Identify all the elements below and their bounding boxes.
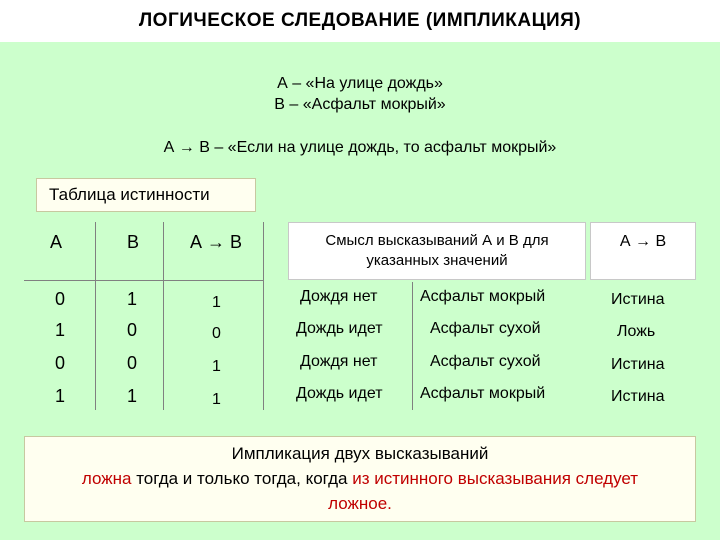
left-row4-b: 1 [127, 386, 138, 406]
right-row4-a: Дождь идет [296, 385, 383, 402]
right-row3-a: Дождя нет [300, 353, 378, 370]
left-header-b: В [127, 232, 140, 252]
right-row2-a: Дождь идет [296, 320, 383, 337]
conclusion-line1: Импликация двух высказываний [231, 444, 489, 463]
right-row2-b: Асфальт сухой [430, 320, 541, 337]
table-divider [412, 282, 413, 410]
right-row1-result: Истина [611, 291, 665, 308]
meaning-header-box [288, 222, 586, 280]
right-row2-result: Ложь [617, 323, 656, 340]
result-header-box [590, 222, 696, 280]
left-row2-ab: 0 [212, 325, 221, 342]
left-row3-ab: 1 [212, 358, 221, 375]
statement-a: А – «На улице дождь» [277, 75, 443, 92]
left-row1-b: 1 [127, 289, 138, 309]
left-row4-a: 1 [55, 386, 66, 406]
conclusion-false-end: ложное. [328, 494, 392, 513]
left-row3-b: 0 [127, 353, 138, 373]
statement-b: В – «Асфальт мокрый» [274, 96, 446, 113]
left-row4-ab: 1 [212, 391, 221, 408]
left-row1-a: 0 [55, 289, 66, 309]
right-row1-a: Дождя нет [300, 288, 378, 305]
table-divider [263, 222, 264, 410]
left-row3-a: 0 [55, 353, 66, 373]
conclusion-line2 [25, 466, 695, 491]
statement-implication: А → В – «Если на улице дождь, то асфальт мокрый» [163, 139, 557, 156]
right-row4-b: Асфальт мокрый [420, 385, 546, 402]
left-header-ab: А → В [190, 232, 243, 252]
left-header-a: А [50, 232, 63, 252]
left-row2-a: 1 [55, 320, 66, 340]
right-row3-result: Истина [611, 356, 665, 373]
left-row2-b: 0 [127, 320, 138, 340]
conclusion-condition: тогда и только тогда, когда [131, 469, 353, 488]
right-row3-b: Асфальт сухой [430, 353, 541, 370]
meaning-header: Смысл высказываний А и В для указанных значений [325, 232, 549, 269]
conclusion-box [24, 436, 696, 522]
truth-table-label: Таблица истинности [36, 178, 256, 212]
conclusion-false: ложна [81, 469, 132, 488]
left-row1-ab: 1 [212, 294, 221, 311]
page-title: ЛОГИЧЕСКОЕ СЛЕДОВАНИЕ (ИМПЛИКАЦИЯ) [138, 10, 582, 31]
table-divider [95, 222, 96, 410]
right-row4-result: Истина [611, 388, 665, 405]
table-divider [163, 222, 164, 410]
conclusion-from-true: из истинного высказывания следует [352, 469, 639, 488]
table-divider [24, 280, 264, 281]
result-header: А → В [619, 233, 667, 250]
right-row1-b: Асфальт мокрый [420, 288, 546, 305]
